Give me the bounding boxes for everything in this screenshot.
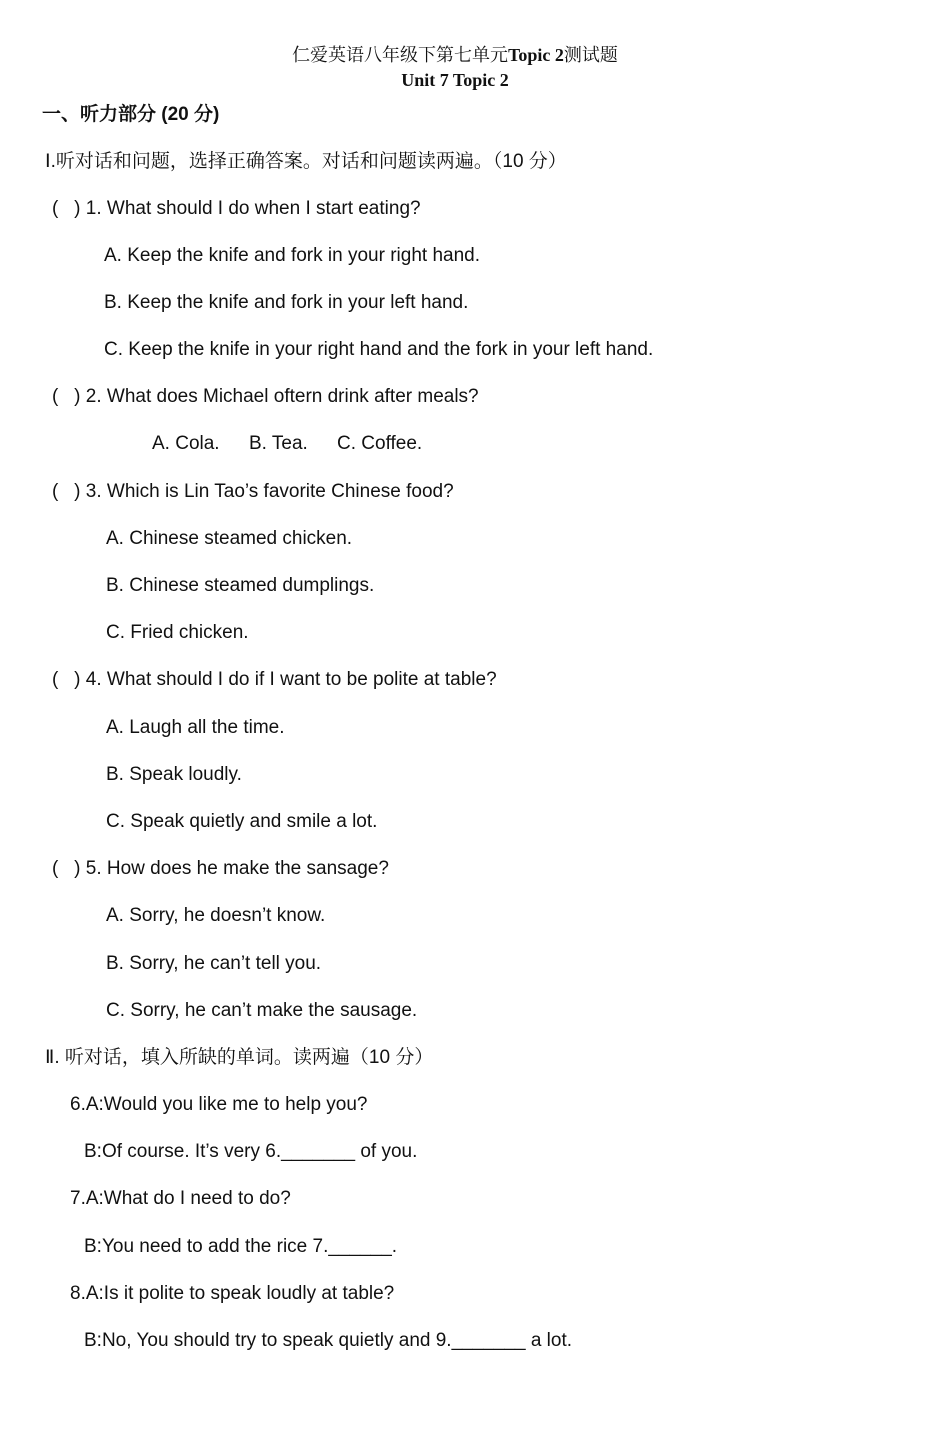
dialogue-6-a: 6.A:Would you like me to help you? bbox=[70, 1094, 368, 1115]
part-one-heading: Ⅰ.听对话和问题，选择正确答案。对话和问题读两遍。（10 分） bbox=[45, 151, 567, 172]
question-5-option-c: C. Sorry, he can’t make the sausage. bbox=[106, 1000, 418, 1021]
question-1-stem: ( ) 1. What should I do when I start eating? bbox=[52, 198, 421, 219]
question-1-option-c: C. Keep the knife in your right hand and the fork in your left hand. bbox=[104, 339, 654, 360]
dialogue-6-b: B:Of course. It’s very 6._______ of you. bbox=[84, 1141, 418, 1162]
dialogue-8-b: B:No, You should try to speak quietly and 9._______ a lot. bbox=[84, 1330, 573, 1351]
question-5-option-a: A. Sorry, he doesn’t know. bbox=[106, 905, 326, 926]
question-1-option-b: B. Keep the knife and fork in your left hand. bbox=[104, 292, 469, 313]
question-3-option-b: B. Chinese steamed dumplings. bbox=[106, 575, 375, 596]
question-1-option-a: A. Keep the knife and fork in your right hand. bbox=[104, 245, 481, 266]
question-5-option-b: B. Sorry, he can’t tell you. bbox=[106, 953, 322, 974]
dialogue-7-a: 7.A:What do I need to do? bbox=[70, 1188, 291, 1209]
question-5-stem: ( ) 5. How does he make the sansage? bbox=[52, 858, 389, 879]
question-3-option-a: A. Chinese steamed chicken. bbox=[106, 528, 353, 549]
document-subtitle: Unit 7 Topic 2 bbox=[401, 70, 509, 90]
question-2-stem: ( ) 2. What does Michael oftern drink after meals? bbox=[52, 386, 479, 407]
question-4-option-b: B. Speak loudly. bbox=[106, 764, 242, 785]
section-listening-heading: 一、听力部分 (20 分) bbox=[42, 104, 220, 125]
question-3-stem: ( ) 3. Which is Lin Tao’s favorite Chinese food? bbox=[52, 481, 454, 502]
question-2-option-b: B. Tea. bbox=[249, 433, 308, 454]
title-chinese-prefix: 仁爱英语八年级下第七单元 bbox=[292, 45, 509, 65]
document-title bbox=[0, 44, 910, 66]
question-2-option-c: C. Coffee. bbox=[337, 433, 423, 454]
question-2-option-a: A. Cola. bbox=[152, 433, 220, 454]
title-topic: Topic 2 bbox=[508, 45, 564, 65]
question-4-stem: ( ) 4. What should I do if I want to be polite at table? bbox=[52, 669, 497, 690]
title-chinese-suffix: 测试题 bbox=[563, 45, 618, 65]
question-4-option-c: C. Speak quietly and smile a lot. bbox=[106, 811, 378, 832]
dialogue-8-a: 8.A:Is it polite to speak loudly at table? bbox=[70, 1283, 395, 1304]
part-two-heading: Ⅱ. 听对话，填入所缺的单词。读两遍（10 分） bbox=[45, 1047, 434, 1068]
question-4-option-a: A. Laugh all the time. bbox=[106, 717, 285, 738]
question-3-option-c: C. Fried chicken. bbox=[106, 622, 249, 643]
question-2-options bbox=[152, 432, 422, 456]
dialogue-7-b: B:You need to add the rice 7.______. bbox=[84, 1236, 398, 1257]
